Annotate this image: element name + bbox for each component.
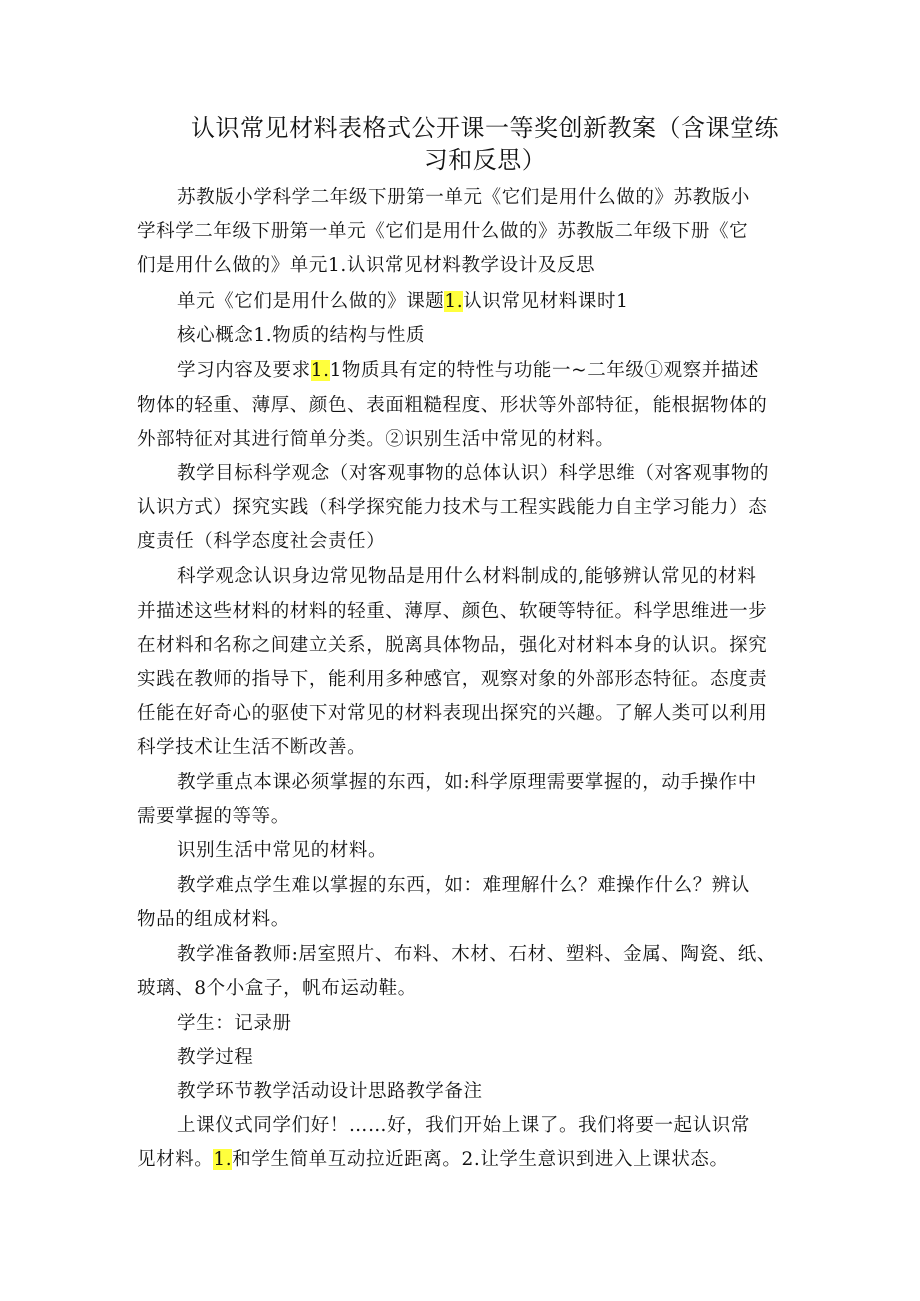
line-text: 学习内容及要求	[177, 360, 311, 381]
line-text: 外部特征对其进行简单分类。②识别生活中常见的材料。	[137, 429, 615, 450]
highlighted-text: 1.	[444, 291, 464, 312]
paragraph-line	[177, 938, 776, 972]
line-text: 单元《它们是用什么做的》课题	[177, 291, 445, 312]
paragraph-line	[137, 249, 595, 283]
paragraph-line	[137, 423, 615, 457]
line-text: 需要掌握的等等。	[137, 806, 290, 827]
line-text: 物品的组成材料。	[137, 909, 290, 930]
paragraph-line	[137, 525, 385, 559]
line-text: 任能在好奇心的驱使下对常见的材料表现出探究的兴趣。了解人类可以利用	[137, 703, 768, 724]
paragraph-line	[137, 595, 767, 629]
line-text: 物体的轻重、薄厚、颜色、表面粗糙程度、形状等外部特征，能根据物体的	[137, 395, 768, 416]
line-text: 苏教版小学科学二年级下册第一单元《它们是用什么做的》苏教版小	[177, 187, 751, 208]
line-text: 度责任（科学态度社会责任）	[137, 531, 386, 552]
line-text: 学科学二年级下册第一单元《它们是用什么做的》苏教版二年级下册《它	[137, 221, 749, 242]
line-text: 们是用什么做的》单元1.认识常见材料教学设计及反思	[137, 255, 596, 276]
line-text: 教学目标科学观念（对客观事物的总体认识）科学思维（对客观事物的	[177, 463, 770, 484]
line-text: 识别生活中常见的材料。	[177, 840, 388, 861]
line-text: 玻璃、8个小盒子，帆布运动鞋。	[137, 978, 417, 999]
line-text: 教学过程	[177, 1047, 254, 1068]
paragraph-line	[137, 389, 767, 423]
line-text: 学生：记录册	[177, 1013, 292, 1034]
line-text: 见材料。	[137, 1149, 214, 1170]
line-text: 和学生简单互动拉近距离。2.让学生意识到进入上课状态。	[232, 1149, 729, 1170]
paragraph-line	[177, 354, 759, 388]
paragraph-line	[177, 1109, 750, 1143]
line-text: 科学观念认识身边常见物品是用什么材料制成的,能够辨认常见的材料	[177, 566, 757, 587]
paragraph-line	[137, 215, 748, 249]
paragraph-line	[177, 1075, 483, 1109]
paragraph-line	[177, 181, 750, 215]
line-text: 核心概念1.物质的结构与性质	[177, 325, 426, 346]
paragraph-line	[177, 869, 750, 903]
paragraph-line	[137, 629, 767, 663]
paragraph-line	[177, 457, 769, 491]
paragraph-line	[177, 1007, 292, 1041]
paragraph-line	[137, 491, 767, 525]
paragraph-line	[177, 766, 757, 800]
paragraph-line	[137, 731, 366, 765]
paragraph-line	[177, 834, 387, 868]
document-title-line1: 认识常见材料表格式公开课一等奖创新教案（含课堂练	[191, 114, 779, 142]
paragraph-line	[177, 1041, 253, 1075]
paragraph-line	[137, 903, 290, 937]
highlighted-text: 1.	[310, 360, 330, 381]
paragraph-line	[137, 972, 417, 1006]
document-title-line2: 习和反思）	[423, 146, 547, 174]
line-text: 教学重点本课必须掌握的东西，如:科学原理需要掌握的，动手操作中	[177, 772, 757, 793]
line-text: 上课仪式同学们好！……好，我们开始上课了。我们将要一起认识常	[177, 1115, 751, 1136]
paragraph-line	[177, 560, 756, 594]
line-text: 科学技术让生活不断改善。	[137, 737, 367, 758]
line-text: 在材料和名称之间建立关系，脱离具体物品，强化对材料本身的认识。探究	[137, 635, 768, 656]
line-text: 教学环节教学活动设计思路教学备注	[177, 1081, 483, 1102]
highlighted-text: 1.	[213, 1149, 233, 1170]
paragraph-line	[177, 285, 628, 319]
paragraph-line	[137, 663, 767, 697]
paragraph-line	[177, 319, 425, 353]
line-text: 1物质具有定的特性与功能一~二年级①观察并描述	[329, 360, 760, 381]
line-text: 教学准备教师:居室照片、布料、木材、石材、塑料、金属、陶瓷、纸、	[177, 944, 776, 965]
line-text: 教学难点学生难以掌握的东西，如：难理解什么？难操作什么？辨认	[177, 875, 751, 896]
line-text: 认识常见材料课时1	[463, 291, 629, 312]
paragraph-line	[137, 800, 290, 834]
paragraph-line	[137, 697, 767, 731]
line-text: 实践在教师的指导下，能利用多种感官，观察对象的外部形态特征。态度责	[137, 669, 768, 690]
line-text: 并描述这些材料的材料的轻重、薄厚、颜色、软硬等特征。科学思维进一步	[137, 601, 768, 622]
paragraph-line	[137, 1143, 729, 1177]
line-text: 认识方式）探究实践（科学探究能力技术与工程实践能力自主学习能力）态	[137, 497, 768, 518]
